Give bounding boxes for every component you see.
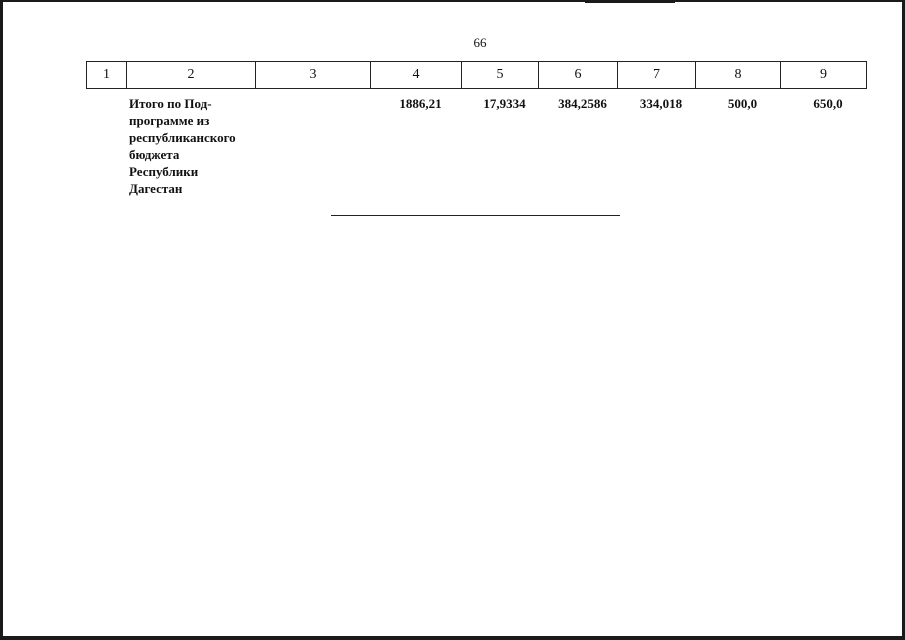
total-label	[129, 95, 264, 197]
total-value-col-4: 1886,21	[399, 96, 442, 111]
end-of-table-rule	[331, 215, 620, 216]
column-number-cell: 1	[87, 62, 127, 89]
page-number: 66	[473, 35, 487, 50]
column-number-cell: 6	[539, 62, 618, 89]
column-number-cell: 7	[618, 62, 696, 89]
total-value-col-9: 650,0	[813, 96, 843, 111]
column-number-cell: 9	[781, 62, 867, 89]
total-value-col-6: 384,2586	[558, 96, 607, 111]
column-number-header-table	[86, 61, 867, 89]
total-label-line: бюджета	[129, 147, 180, 162]
column-number-row	[87, 62, 867, 89]
total-value-col-5: 17,9334	[483, 96, 526, 111]
column-number-cell: 2	[127, 62, 256, 89]
total-label-line: программе из	[129, 113, 210, 128]
total-label-line: Республики	[129, 164, 199, 179]
scan-mark-top	[585, 0, 675, 3]
scan-border-bottom	[0, 636, 905, 640]
column-number-cell: 4	[371, 62, 462, 89]
column-number-cell: 5	[462, 62, 539, 89]
total-label-line: республиканского	[129, 130, 236, 145]
total-value-col-7: 334,018	[639, 96, 683, 111]
column-number-cell: 3	[256, 62, 371, 89]
scan-border-left	[0, 0, 3, 640]
total-label-line: Итого по Под-	[129, 96, 212, 111]
column-number-cell: 8	[696, 62, 781, 89]
total-label-line: Дагестан	[129, 181, 183, 196]
total-value-col-8: 500,0	[727, 96, 758, 111]
scan-border-top	[0, 0, 905, 2]
